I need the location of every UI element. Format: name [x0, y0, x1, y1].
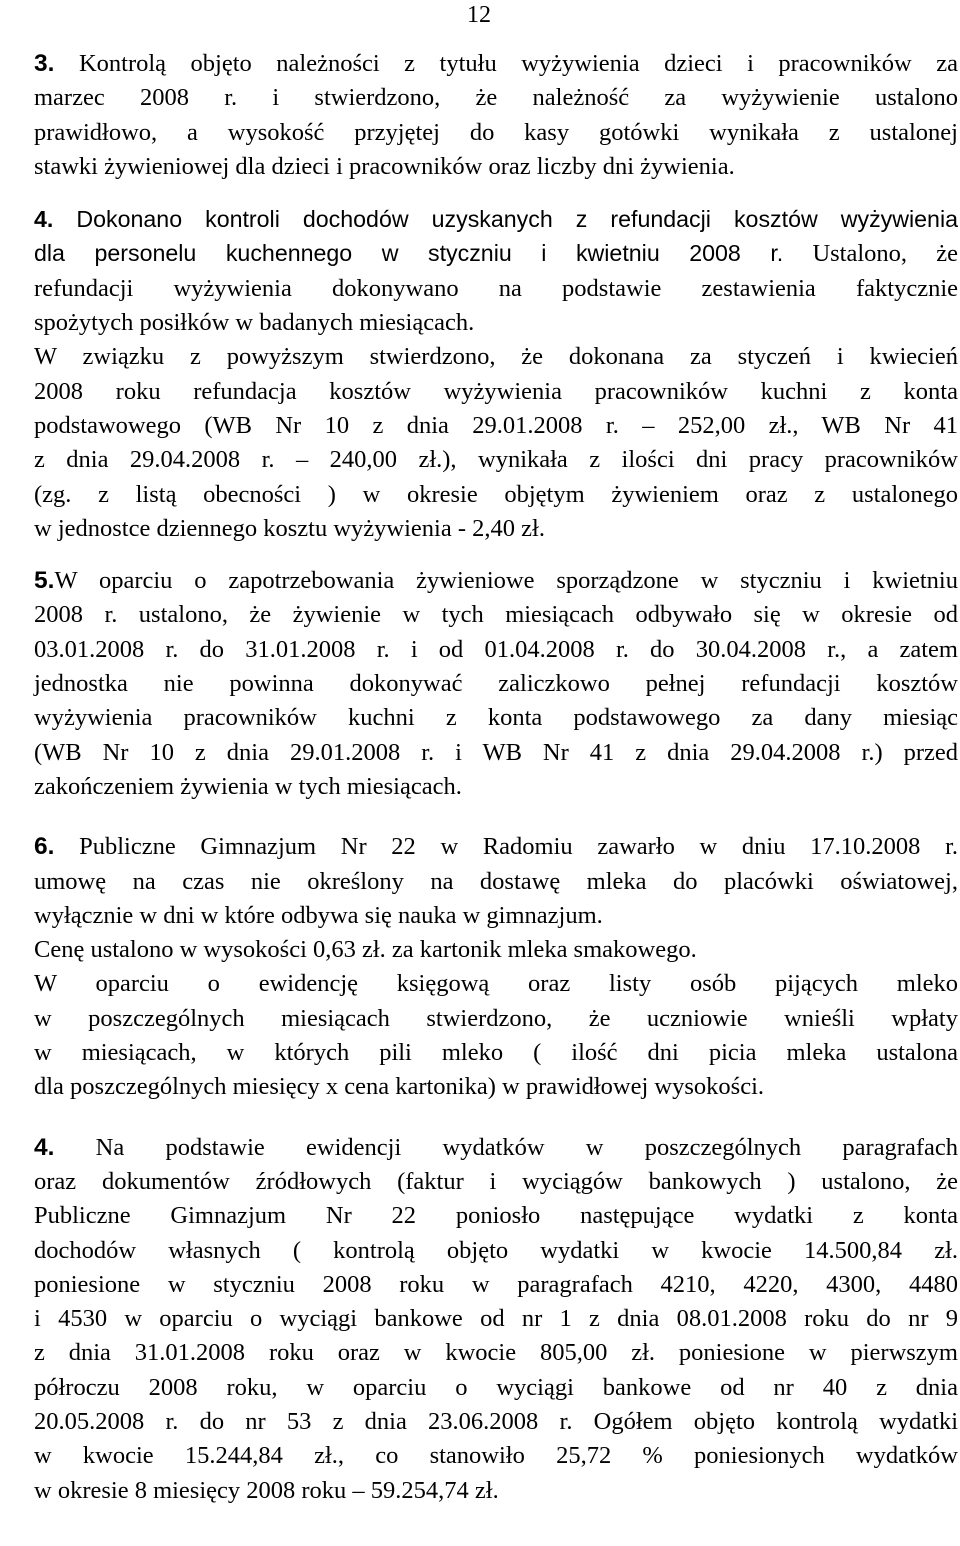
section-3-line-3: prawidłowo, a wysokość przyjętej do kasy gotówki wynikała z ustalonej [34, 118, 958, 146]
section-6-line-8: dla poszczególnych miesięcy x cena kartonika) w prawidłowej wysokości. [34, 1073, 764, 1101]
section-6-line-3: wyłącznie w dni w które odbywa się nauka w gimnazjum. [34, 901, 603, 929]
section-4-wydatki [34, 1131, 958, 1508]
section-4a-line-7: podstawowego (WB Nr 10 z dnia 29.01.2008 r. – 252,00 zł., WB Nr 41 [34, 411, 958, 439]
section-5-line-3: 03.01.2008 r. do 31.01.2008 r. i od 01.04.2008 r. do 30.04.2008 r., a zatem [34, 635, 958, 663]
section-3-line-1 [34, 47, 958, 81]
section-4a-text-2-tail: Ustalono, że [812, 240, 959, 268]
section-5-line-5: wyżywienia pracowników kuchni z konta podstawowego za dany miesiąc [34, 704, 958, 732]
section-4a-line-8: z dnia 29.04.2008 r. – 240,00 zł.), wynikała z ilości dni pracy pracowników [34, 446, 958, 474]
section-4b-line-10: w kwocie 15.244,84 zł., co stanowiło 25,72 % poniesionych wydatków [34, 1442, 958, 1470]
section-5-text-1: W oparciu o zapotrzebowania żywieniowe sporządzone w styczniu i kwietniu [54, 567, 958, 595]
section-6-line-6: w poszczególnych miesiącach stwierdzono, że uczniowie wnieśli wpłaty [34, 1004, 958, 1032]
section-5-line-1 [34, 564, 958, 598]
section-4a-line-1 [34, 202, 958, 236]
section-4-refundacja [34, 202, 958, 546]
section-4b-number: 4. [34, 1133, 55, 1161]
section-4a-line-5: W związku z powyższym stwierdzono, że dokonana za styczeń i kwiecień [34, 343, 958, 371]
section-4a-line-9: (zg. z listą obecności ) w okresie objętym żywieniem oraz z ustalonego [34, 480, 958, 508]
section-4a-line-6: 2008 roku refundacja kosztów wyżywienia pracowników kuchni z konta [34, 377, 958, 405]
section-4a-text-2: dla personelu kuchennego w styczniu i kwietniu 2008 r. [34, 240, 784, 267]
section-6-text-1: Publiczne Gimnazjum Nr 22 w Radomiu zawarło w dniu 17.10.2008 r. [79, 833, 959, 861]
section-4a-line-2 [34, 236, 958, 271]
section-3-text-1: Kontrolą objęto należności z tytułu wyżywienia dzieci i pracowników za [78, 50, 959, 77]
section-4b-line-1 [34, 1131, 958, 1165]
section-4b-line-3: Publiczne Gimnazjum Nr 22 poniosło następujące wydatki z konta [34, 1202, 958, 1230]
section-6-line-4: Cenę ustalono w wysokości 0,63 zł. za kartonik mleka smakowego. [34, 936, 697, 964]
section-5-line-6: (WB Nr 10 z dnia 29.01.2008 r. i WB Nr 41 z dnia 29.04.2008 r.) przed [34, 738, 958, 766]
section-6-line-1 [34, 830, 958, 864]
section-4b-line-4: dochodów własnych ( kontrolą objęto wydatki w kwocie 14.500,84 zł. [34, 1236, 958, 1264]
section-4a-text-1: Dokonano kontroli dochodów uzyskanych z refundacji kosztów wyżywienia [76, 206, 958, 233]
section-5-number: 5. [34, 567, 55, 595]
section-4a-number: 4. [34, 206, 54, 233]
section-3 [34, 47, 958, 184]
section-3-number: 3. [34, 50, 55, 77]
section-6 [34, 830, 958, 1104]
section-4a-line-4: spożytych posiłków w badanych miesiącach. [34, 309, 475, 337]
section-6-number: 6. [34, 833, 55, 861]
page-number: 12 [467, 2, 491, 28]
section-6-line-5: W oparciu o ewidencję księgową oraz listy osób pijących mleko [34, 970, 958, 998]
section-4a-line-3: refundacji wyżywienia dokonywano na podstawie zestawienia faktycznie [34, 274, 958, 302]
section-4b-line-11: w okresie 8 miesięcy 2008 roku – 59.254,74 zł. [34, 1476, 499, 1504]
document-body [34, 47, 958, 1508]
section-4b-line-9: 20.05.2008 r. do nr 53 z dnia 23.06.2008 r. Ogółem objęto kontrolą wydatki [34, 1407, 958, 1435]
section-6-line-7: w miesiącach, w których pili mleko ( ilość dni picia mleka ustalona [34, 1039, 958, 1067]
section-3-line-2: marzec 2008 r. i stwierdzono, że należność za wyżywienie ustalono [34, 84, 958, 112]
section-5-line-7: zakończeniem żywienia w tych miesiącach. [34, 772, 462, 800]
section-4b-line-2: oraz dokumentów źródłowych (faktur i wyciągów bankowych ) ustalono, że [34, 1167, 958, 1195]
section-5 [34, 564, 958, 804]
section-4b-text-1: Na podstawie ewidencji wydatków w poszczególnych paragrafach [95, 1133, 959, 1161]
section-4b-line-8: półroczu 2008 roku, w oparciu o wyciągi bankowe od nr 40 z dnia [34, 1373, 958, 1401]
section-5-line-2: 2008 r. ustalono, że żywienie w tych miesiącach odbywało się w okresie od [34, 601, 958, 629]
section-4b-line-7: z dnia 31.01.2008 roku oraz w kwocie 805,00 zł. poniesione w pierwszym [34, 1339, 958, 1367]
section-4b-line-6: i 4530 w oparciu o wyciągi bankowe od nr 1 z dnia 08.01.2008 roku do nr 9 [34, 1305, 958, 1333]
section-3-line-4: stawki żywieniowej dla dzieci i pracowników oraz liczby dni żywienia. [34, 152, 735, 180]
section-4b-line-5: poniesione w styczniu 2008 roku w paragrafach 4210, 4220, 4300, 4480 [34, 1270, 958, 1298]
section-5-line-4: jednostka nie powinna dokonywać zaliczkowo pełnej refundacji kosztów [34, 670, 958, 698]
section-4a-line-10: w jednostce dziennego kosztu wyżywienia - 2,40 zł. [34, 514, 545, 542]
section-6-line-2: umowę na czas nie określony na dostawę mleka do placówki oświatowej, [34, 867, 958, 895]
